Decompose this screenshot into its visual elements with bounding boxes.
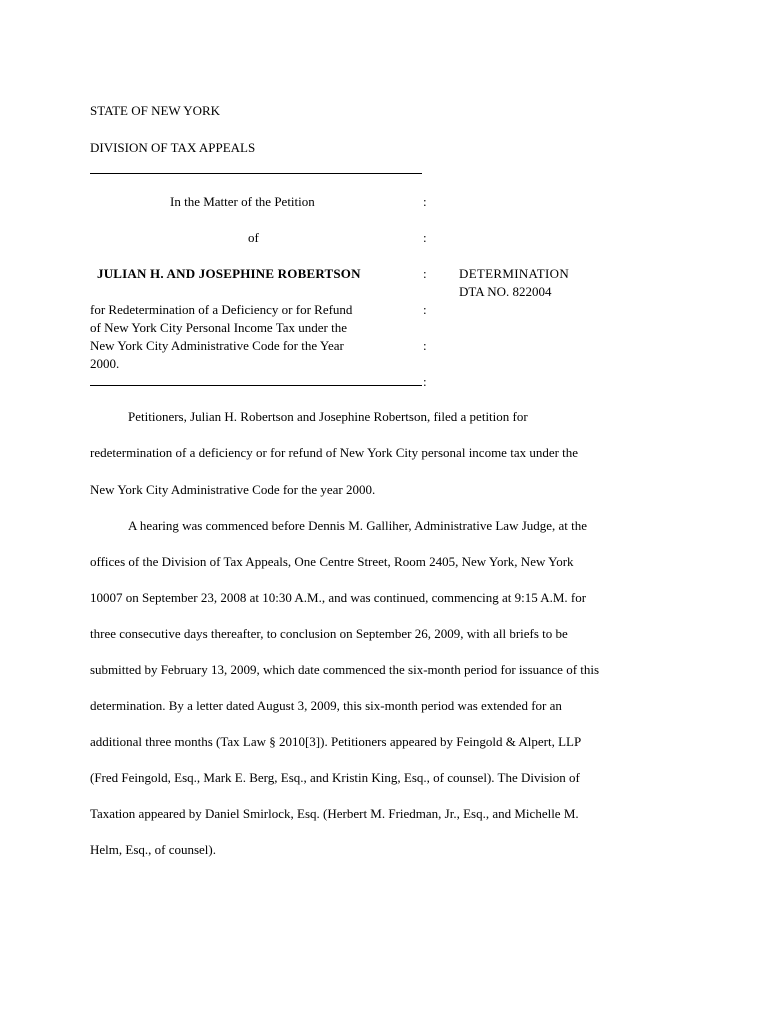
caption-top-rule	[90, 173, 422, 174]
caption-colon: :	[423, 374, 427, 389]
body-line: (Fred Feingold, Esq., Mark E. Berg, Esq., and Kristin King, Esq., of counsel). The Division of	[90, 770, 580, 785]
body-line: Taxation appeared by Daniel Smirlock, Esq. (Herbert M. Friedman, Jr., Esq., and Michelle M.	[90, 806, 579, 821]
caption-colon: :	[423, 230, 427, 245]
caption-colon: :	[423, 266, 427, 281]
body-line: additional three months (Tax Law § 2010[3]). Petitioners appeared by Feingold & Alpert, LLP	[90, 734, 582, 749]
caption-colon: :	[423, 194, 427, 209]
purpose-line-1: for Redetermination of a Deficiency or for Refund	[90, 302, 353, 317]
body-line: Petitioners, Julian H. Robertson and Josephine Robertson, filed a petition for	[128, 409, 528, 424]
caption-colon: :	[423, 338, 427, 353]
body-line: three consecutive days thereafter, to conclusion on September 26, 2009, with all briefs to be	[90, 626, 568, 641]
matter-line: In the Matter of the Petition	[170, 194, 315, 209]
determination-label: DETERMINATION	[459, 266, 570, 281]
purpose-line-2: of New York City Personal Income Tax under the	[90, 320, 348, 335]
caption-bottom-rule	[90, 385, 422, 386]
body-line: submitted by February 13, 2009, which date commenced the six-month period for issuance of this	[90, 662, 600, 677]
petitioner-names: JULIAN H. AND JOSEPHINE ROBERTSON	[97, 266, 361, 281]
body-line: offices of the Division of Tax Appeals, One Centre Street, Room 2405, New York, New York	[90, 554, 574, 569]
purpose-line-3: New York City Administrative Code for the Year	[90, 338, 344, 353]
body-line: Helm, Esq., of counsel).	[90, 842, 217, 857]
purpose-line-4: 2000.	[90, 356, 120, 371]
body-line: New York City Administrative Code for the year 2000.	[90, 482, 376, 497]
division-heading: DIVISION OF TAX APPEALS	[90, 140, 256, 155]
caption-colon: :	[423, 302, 427, 317]
body-line: 10007 on September 23, 2008 at 10:30 A.M., and was continued, commencing at 9:15 A.M. for	[90, 590, 587, 605]
body-line: redetermination of a deficiency or for refund of New York City personal income tax under the	[90, 445, 579, 460]
state-heading: STATE OF NEW YORK	[90, 103, 221, 118]
body-line: determination. By a letter dated August 3, 2009, this six-month period was extended for an	[90, 698, 562, 713]
of-line: of	[248, 230, 259, 245]
dta-number: DTA NO. 822004	[459, 284, 552, 299]
body-line: A hearing was commenced before Dennis M. Galliher, Administrative Law Judge, at the	[128, 518, 588, 533]
